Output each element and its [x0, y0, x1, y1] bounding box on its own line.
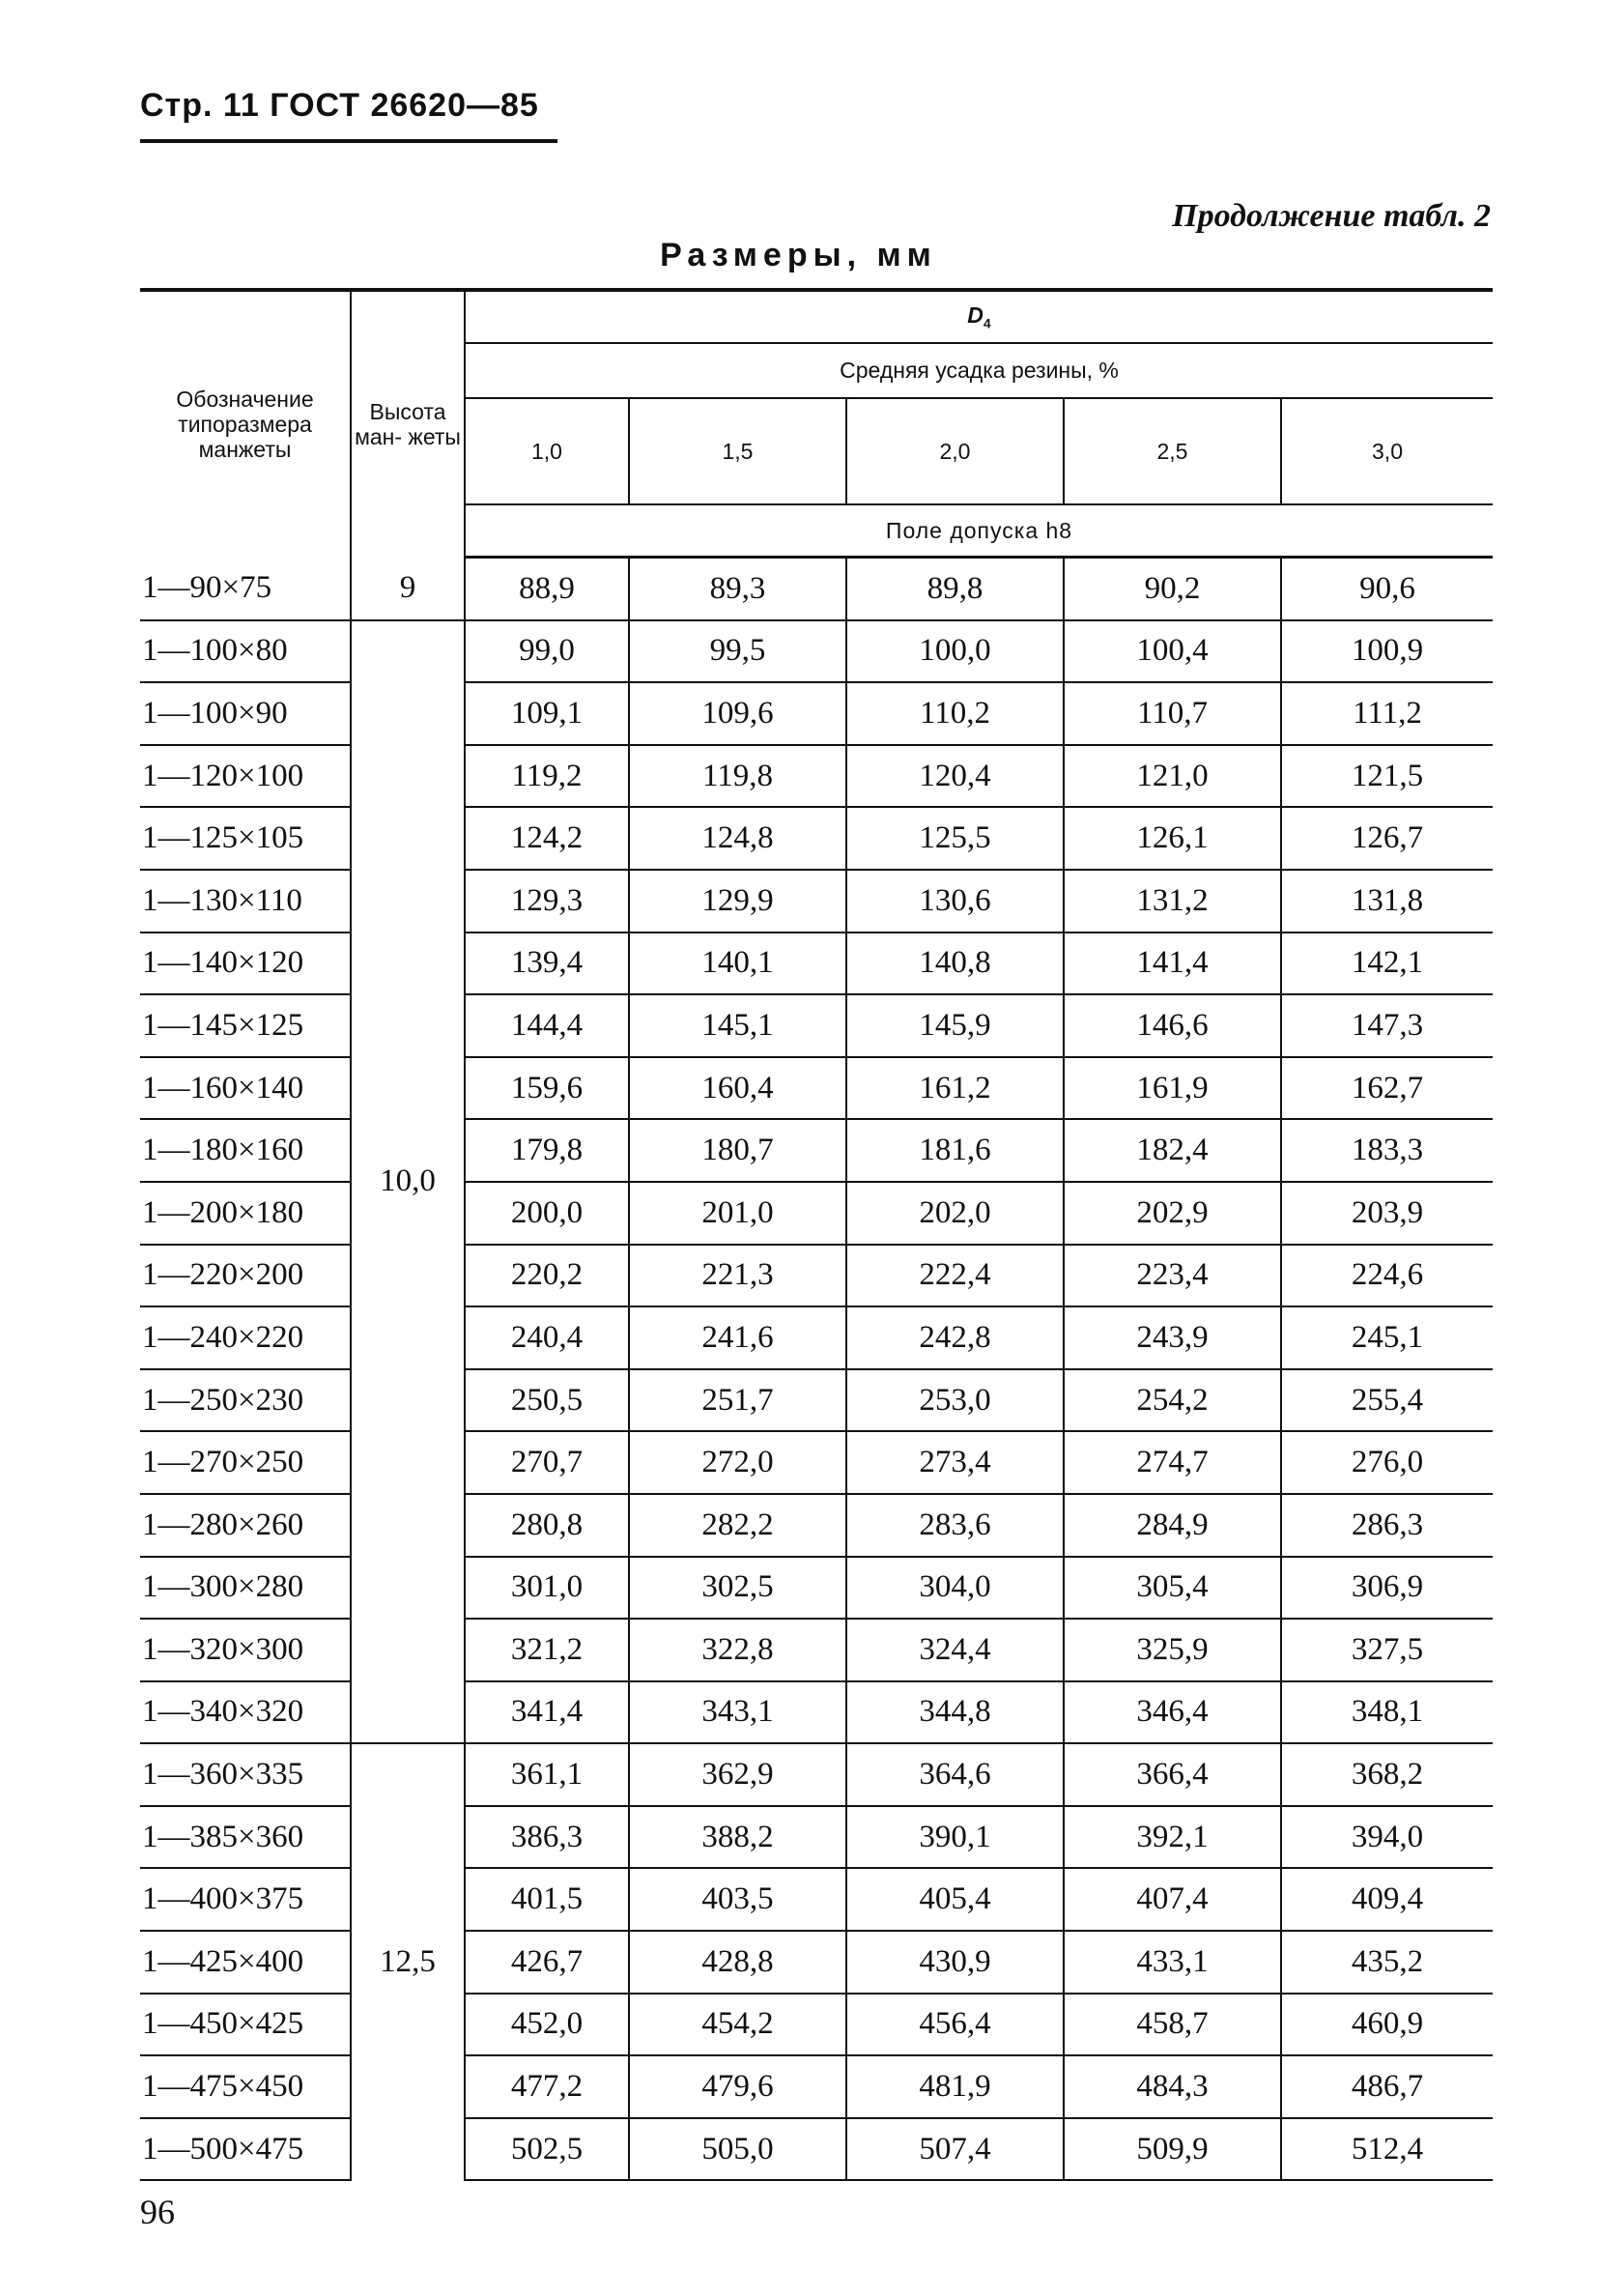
- d4-value-cell: 435,2: [1281, 1931, 1493, 1994]
- d4-value-cell: 140,8: [846, 933, 1064, 995]
- d4-value-cell: 147,3: [1281, 994, 1493, 1057]
- designation-cell: 1—220×200: [140, 1245, 351, 1307]
- d4-value-cell: 481,9: [846, 2055, 1064, 2118]
- d4-value-cell: 159,6: [465, 1057, 629, 1120]
- designation-cell: 1—360×335: [140, 1743, 351, 1806]
- dimensions-label: Размеры, мм: [660, 237, 937, 273]
- d4-value-cell: 348,1: [1281, 1681, 1493, 1744]
- d4-value-cell: 126,7: [1281, 807, 1493, 870]
- d4-value-cell: 272,0: [629, 1431, 846, 1494]
- designation-cell: 1—385×360: [140, 1806, 351, 1869]
- d4-value-cell: 386,3: [465, 1806, 629, 1869]
- d4-value-cell: 201,0: [629, 1182, 846, 1245]
- designation-cell: 1—125×105: [140, 807, 351, 870]
- table-row: [140, 994, 1493, 1057]
- d4-value-cell: 284,9: [1064, 1494, 1281, 1557]
- d4-value-cell: 458,7: [1064, 1994, 1281, 2056]
- d4-value-cell: 144,4: [465, 994, 629, 1057]
- d4-value-cell: 282,2: [629, 1494, 846, 1557]
- d4-value-cell: 100,4: [1064, 620, 1281, 683]
- d4-value-cell: 126,1: [1064, 807, 1281, 870]
- designation-cell: 1—300×280: [140, 1557, 351, 1620]
- d4-value-cell: 242,8: [846, 1306, 1064, 1369]
- d4-value-cell: 160,4: [629, 1057, 846, 1120]
- d4-value-cell: 109,6: [629, 682, 846, 745]
- table-row: [140, 870, 1493, 933]
- d4-value-cell: 120,4: [846, 745, 1064, 808]
- designation-cell: 1—100×80: [140, 620, 351, 683]
- d4-value-cell: 145,9: [846, 994, 1064, 1057]
- height-cell: 10,0: [351, 620, 465, 1744]
- d4-value-cell: 280,8: [465, 1494, 629, 1557]
- d4-value-cell: 220,2: [465, 1245, 629, 1307]
- height-header: Высота ман- жеты: [351, 290, 465, 558]
- d4-value-cell: 243,9: [1064, 1306, 1281, 1369]
- d4-value-cell: 270,7: [465, 1431, 629, 1494]
- d4-value-cell: 179,8: [465, 1119, 629, 1182]
- shrinkage-value-header: 2,0: [846, 398, 1064, 504]
- designation-cell: 1—140×120: [140, 933, 351, 995]
- designation-cell: 1—145×125: [140, 994, 351, 1057]
- table-row: [140, 745, 1493, 808]
- d4-value-cell: 344,8: [846, 1681, 1064, 1744]
- designation-cell: 1—160×140: [140, 1057, 351, 1120]
- d4-value-cell: 124,2: [465, 807, 629, 870]
- d4-value-cell: 139,4: [465, 933, 629, 995]
- d4-value-cell: 502,5: [465, 2118, 629, 2181]
- d4-value-cell: 479,6: [629, 2055, 846, 2118]
- d4-value-cell: 119,8: [629, 745, 846, 808]
- d4-value-cell: 509,9: [1064, 2118, 1281, 2181]
- d4-value-cell: 202,0: [846, 1182, 1064, 1245]
- d4-value-cell: 161,2: [846, 1057, 1064, 1120]
- shrinkage-value-header: 3,0: [1281, 398, 1493, 504]
- header-underline: [140, 139, 557, 143]
- table-row: [140, 1182, 1493, 1245]
- d4-value-cell: 361,1: [465, 1743, 629, 1806]
- d4-value-cell: 99,0: [465, 620, 629, 683]
- d4-value-cell: 486,7: [1281, 2055, 1493, 2118]
- d4-value-cell: 121,0: [1064, 745, 1281, 808]
- d4-value-cell: 392,1: [1064, 1806, 1281, 1869]
- designation-cell: 1—90×75: [140, 558, 351, 620]
- d4-value-cell: 368,2: [1281, 1743, 1493, 1806]
- d4-value-cell: 89,3: [629, 558, 846, 620]
- d4-value-cell: 162,7: [1281, 1057, 1493, 1120]
- designation-cell: 1—400×375: [140, 1868, 351, 1931]
- d4-value-cell: 456,4: [846, 1994, 1064, 2056]
- d4-value-cell: 433,1: [1064, 1931, 1281, 1994]
- d4-value-cell: 286,3: [1281, 1494, 1493, 1557]
- d4-value-cell: 240,4: [465, 1306, 629, 1369]
- designation-cell: 1—270×250: [140, 1431, 351, 1494]
- table-row: [140, 1994, 1493, 2056]
- designation-cell: 1—250×230: [140, 1369, 351, 1432]
- designation-cell: 1—200×180: [140, 1182, 351, 1245]
- d4-value-cell: 251,7: [629, 1369, 846, 1432]
- d4-value-cell: 325,9: [1064, 1619, 1281, 1681]
- d4-value-cell: 405,4: [846, 1868, 1064, 1931]
- table-row: [140, 1369, 1493, 1432]
- designation-cell: 1—500×475: [140, 2118, 351, 2181]
- d4-value-cell: 505,0: [629, 2118, 846, 2181]
- d4-value-cell: 146,6: [1064, 994, 1281, 1057]
- d4-value-cell: 283,6: [846, 1494, 1064, 1557]
- d4-value-cell: 302,5: [629, 1557, 846, 1620]
- d4-value-cell: 142,1: [1281, 933, 1493, 995]
- table-row: [140, 1057, 1493, 1120]
- d4-value-cell: 183,3: [1281, 1119, 1493, 1182]
- d4-value-cell: 401,5: [465, 1868, 629, 1931]
- d4-value-cell: 99,5: [629, 620, 846, 683]
- d4-value-cell: 276,0: [1281, 1431, 1493, 1494]
- shrinkage-header: Средняя усадка резины, %: [465, 343, 1493, 398]
- d4-value-cell: 454,2: [629, 1994, 846, 2056]
- d4-value-cell: 121,5: [1281, 745, 1493, 808]
- d4-value-cell: 202,9: [1064, 1182, 1281, 1245]
- d4-value-cell: 306,9: [1281, 1557, 1493, 1620]
- table-row: [140, 1806, 1493, 1869]
- d4-value-cell: 129,9: [629, 870, 846, 933]
- d4-value-cell: 403,5: [629, 1868, 846, 1931]
- d4-value-cell: 141,4: [1064, 933, 1281, 995]
- d4-value-cell: 221,3: [629, 1245, 846, 1307]
- d4-value-cell: 254,2: [1064, 1369, 1281, 1432]
- d4-value-cell: 343,1: [629, 1681, 846, 1744]
- d4-value-cell: 341,4: [465, 1681, 629, 1744]
- table-row: [140, 1494, 1493, 1557]
- d4-value-cell: 390,1: [846, 1806, 1064, 1869]
- d4-value-cell: 245,1: [1281, 1306, 1493, 1369]
- designation-cell: 1—450×425: [140, 1994, 351, 2056]
- d4-value-cell: 90,2: [1064, 558, 1281, 620]
- d4-value-cell: 129,3: [465, 870, 629, 933]
- table-row: [140, 1681, 1493, 1744]
- d4-value-cell: 409,4: [1281, 1868, 1493, 1931]
- d4-value-cell: 364,6: [846, 1743, 1064, 1806]
- d4-value-cell: 346,4: [1064, 1681, 1281, 1744]
- d4-value-cell: 110,2: [846, 682, 1064, 745]
- height-cell: 12,5: [351, 1743, 465, 2180]
- d4-value-cell: 274,7: [1064, 1431, 1281, 1494]
- d4-value-cell: 430,9: [846, 1931, 1064, 1994]
- d4-value-cell: 512,4: [1281, 2118, 1493, 2181]
- d4-value-cell: 131,2: [1064, 870, 1281, 933]
- table-row: [140, 1119, 1493, 1182]
- designation-cell: 1—280×260: [140, 1494, 351, 1557]
- designation-cell: 1—100×90: [140, 682, 351, 745]
- d4-value-cell: 200,0: [465, 1182, 629, 1245]
- designation-cell: 1—120×100: [140, 745, 351, 808]
- d4-value-cell: 273,4: [846, 1431, 1064, 1494]
- height-cell: 9: [351, 558, 465, 620]
- designation-cell: 1—180×160: [140, 1119, 351, 1182]
- d4-value-cell: 125,5: [846, 807, 1064, 870]
- d4-value-cell: 394,0: [1281, 1806, 1493, 1869]
- d4-value-cell: 88,9: [465, 558, 629, 620]
- designation-cell: 1—340×320: [140, 1681, 351, 1744]
- d4-value-cell: 362,9: [629, 1743, 846, 1806]
- d4-value-cell: 301,0: [465, 1557, 629, 1620]
- d4-value-cell: 110,7: [1064, 682, 1281, 745]
- shrinkage-value-header: 1,0: [465, 398, 629, 504]
- table-row: [140, 558, 1493, 620]
- d4-value-cell: 124,8: [629, 807, 846, 870]
- table-continuation-label: Продолжение табл. 2: [1172, 198, 1491, 234]
- table-row: [140, 933, 1493, 995]
- d4-value-cell: 131,8: [1281, 870, 1493, 933]
- designation-cell: 1—240×220: [140, 1306, 351, 1369]
- d4-value-cell: 119,2: [465, 745, 629, 808]
- d4-symbol: D: [967, 302, 984, 329]
- d4-value-cell: 426,7: [465, 1931, 629, 1994]
- tolerance-header: Поле допуска h8: [465, 504, 1493, 558]
- d4-value-cell: 388,2: [629, 1806, 846, 1869]
- table-row: [140, 1931, 1493, 1994]
- d4-value-cell: 305,4: [1064, 1557, 1281, 1620]
- table-row: [140, 2055, 1493, 2118]
- d4-value-cell: 181,6: [846, 1119, 1064, 1182]
- table-row: [140, 807, 1493, 870]
- d4-value-cell: 366,4: [1064, 1743, 1281, 1806]
- d4-value-cell: 223,4: [1064, 1245, 1281, 1307]
- d4-value-cell: 407,4: [1064, 1868, 1281, 1931]
- d4-value-cell: 222,4: [846, 1245, 1064, 1307]
- d4-value-cell: 100,0: [846, 620, 1064, 683]
- d4-value-cell: 253,0: [846, 1369, 1064, 1432]
- designation-header: Обозначение типоразмера манжеты: [140, 290, 351, 558]
- d4-value-cell: 161,9: [1064, 1057, 1281, 1120]
- designation-cell: 1—425×400: [140, 1931, 351, 1994]
- table-row: [140, 1868, 1493, 1931]
- table-row: [140, 682, 1493, 745]
- d4-value-cell: 109,1: [465, 682, 629, 745]
- d4-value-cell: 428,8: [629, 1931, 846, 1994]
- table-row: [140, 1431, 1493, 1494]
- d4-value-cell: 203,9: [1281, 1182, 1493, 1245]
- page-number: 96: [140, 2193, 175, 2231]
- shrinkage-value-header: 2,5: [1064, 398, 1281, 504]
- d4-value-cell: 182,4: [1064, 1119, 1281, 1182]
- table-row: [140, 620, 1493, 683]
- page-header: Стр. 11 ГОСТ 26620—85: [140, 87, 539, 124]
- d4-value-cell: 322,8: [629, 1619, 846, 1681]
- d4-value-cell: 321,2: [465, 1619, 629, 1681]
- table-row: [140, 1743, 1493, 1806]
- d4-value-cell: 460,9: [1281, 1994, 1493, 2056]
- designation-cell: 1—130×110: [140, 870, 351, 933]
- table-row: [140, 1306, 1493, 1369]
- dimensions-table: [140, 288, 1493, 2181]
- d4-value-cell: 484,3: [1064, 2055, 1281, 2118]
- table-row: [140, 1245, 1493, 1307]
- d4-value-cell: 180,7: [629, 1119, 846, 1182]
- d4-value-cell: 250,5: [465, 1369, 629, 1432]
- d4-value-cell: 452,0: [465, 1994, 629, 2056]
- d4-value-cell: 111,2: [1281, 682, 1493, 745]
- designation-cell: 1—475×450: [140, 2055, 351, 2118]
- d4-value-cell: 130,6: [846, 870, 1064, 933]
- d4-value-cell: 507,4: [846, 2118, 1064, 2181]
- designation-cell: 1—320×300: [140, 1619, 351, 1681]
- d4-value-cell: 90,6: [1281, 558, 1493, 620]
- d4-value-cell: 255,4: [1281, 1369, 1493, 1432]
- d4-value-cell: 304,0: [846, 1557, 1064, 1620]
- d4-subscript: 4: [983, 315, 991, 331]
- d4-value-cell: 477,2: [465, 2055, 629, 2118]
- d4-value-cell: 140,1: [629, 933, 846, 995]
- table-row: [140, 1619, 1493, 1681]
- d4-value-cell: 241,6: [629, 1306, 846, 1369]
- d4-group-header: [465, 290, 1493, 343]
- d4-value-cell: 100,9: [1281, 620, 1493, 683]
- d4-value-cell: 89,8: [846, 558, 1064, 620]
- d4-value-cell: 324,4: [846, 1619, 1064, 1681]
- d4-value-cell: 224,6: [1281, 1245, 1493, 1307]
- table-row: [140, 2118, 1493, 2181]
- d4-value-cell: 327,5: [1281, 1619, 1493, 1681]
- shrinkage-value-header: 1,5: [629, 398, 846, 504]
- table-row: [140, 1557, 1493, 1620]
- d4-value-cell: 145,1: [629, 994, 846, 1057]
